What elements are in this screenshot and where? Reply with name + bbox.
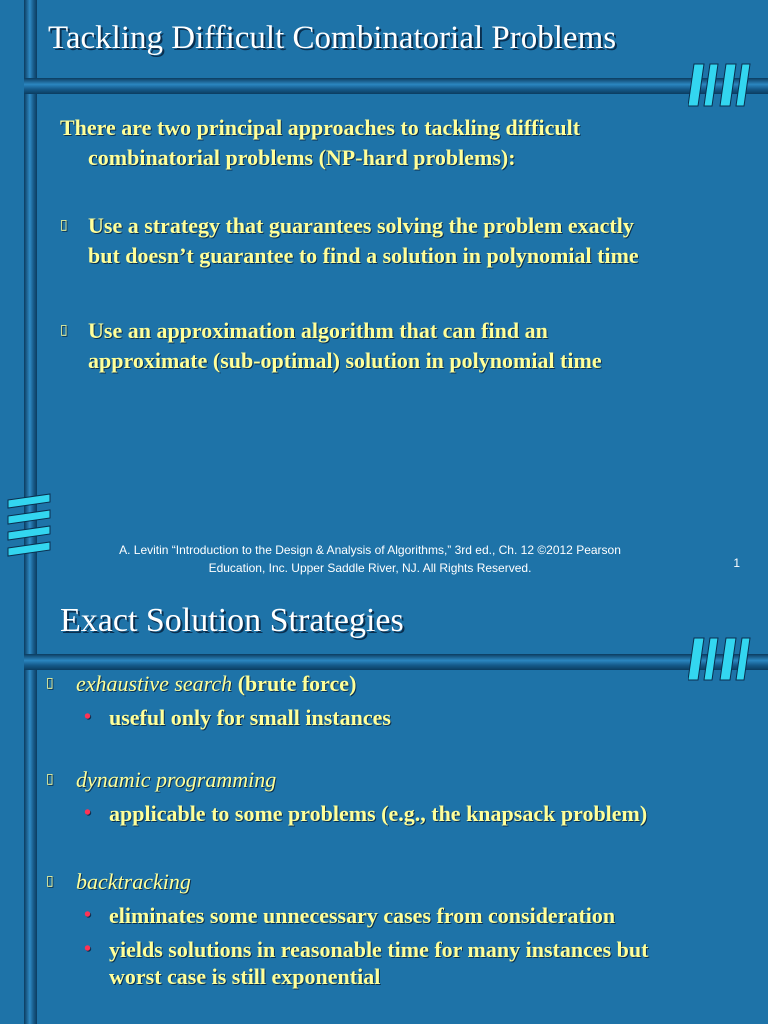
bullet-line: but doesn’t guarantee to find a solution in polynomial time (88, 243, 639, 268)
title-underline-bar (24, 654, 768, 670)
sub-bullet-marker: • (84, 706, 92, 728)
slide-2 (0, 590, 768, 1024)
strategy-name: dynamic programming (76, 767, 277, 792)
sub-bullet-text: yields solutions in reasonable time for many instances but (109, 937, 649, 962)
intro-line-1: There are two principal approaches to tackling difficult (60, 115, 581, 140)
sub-bullet-text: eliminates some unnecessary cases from consideration (109, 903, 616, 928)
strategy-qualifier: (brute force) (232, 671, 357, 696)
sub-bullet-marker: • (84, 938, 92, 960)
title-underline-bar (24, 78, 768, 94)
sub-bullet-text: worst case is still exponential (109, 964, 381, 989)
bullet-line: Use a strategy that guarantees solving the problem exactly (88, 213, 634, 238)
bullet-marker: ▯ (46, 874, 54, 889)
sub-bullet-text: applicable to some problems (e.g., the knapsack problem) (109, 801, 648, 826)
wave-stripes-icon (4, 492, 54, 568)
slide-title: Tackling Difficult Combinatorial Problems (48, 20, 617, 56)
page-number: 1 (733, 556, 740, 570)
bullet-marker: ▯ (60, 323, 68, 338)
bullet-marker: ▯ (60, 218, 68, 233)
sub-bullet-marker: • (84, 802, 92, 824)
strategy-name: exhaustive search (76, 671, 233, 696)
sub-bullet-text: useful only for small instances (109, 705, 391, 730)
citation-line: Education, Inc. Upper Saddle River, NJ. All Rights Reserved. (208, 561, 532, 575)
citation-line: A. Levitin “Introduction to the Design & Analysis of Algorithms,” 3rd ed., Ch. 12 ©2012 Pearson (119, 543, 621, 557)
bullet-line: approximate (sub-optimal) solution in polynomial time (88, 348, 602, 373)
intro-paragraph (60, 113, 740, 173)
wave-stripes-icon (688, 634, 758, 684)
sub-bullet-marker: • (84, 904, 92, 926)
citation-footer (100, 541, 640, 577)
strategy-name: backtracking (76, 869, 191, 894)
slide-title: Exact Solution Strategies (60, 602, 404, 639)
bullet-marker: ▯ (46, 676, 54, 691)
wave-stripes-icon (688, 60, 758, 110)
intro-line-2: combinatorial problems (NP-hard problems): (88, 145, 516, 170)
bullet-line: Use an approximation algorithm that can find an (88, 318, 548, 343)
bullet-marker: ▯ (46, 772, 54, 787)
